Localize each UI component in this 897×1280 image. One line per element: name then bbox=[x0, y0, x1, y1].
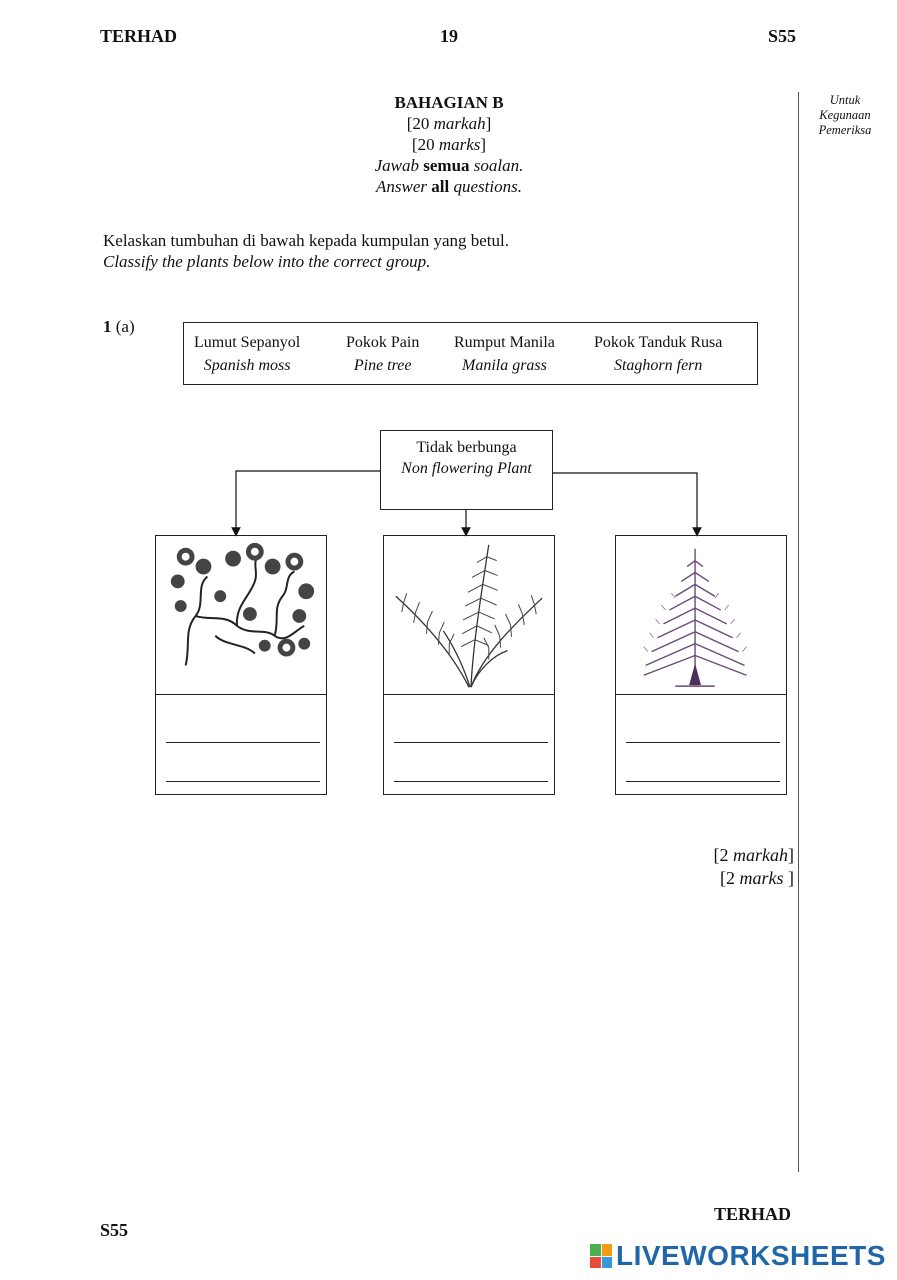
footer-right: TERHAD bbox=[714, 1204, 792, 1224]
section-marks-en: [20 marks] bbox=[411, 135, 487, 154]
answer-input-line-1[interactable] bbox=[166, 722, 320, 743]
plant-item: Lumut Sepanyol Spanish moss bbox=[194, 334, 301, 374]
instruction-en: Answer all questions. bbox=[376, 177, 522, 196]
answer-input-line-1[interactable] bbox=[626, 722, 780, 743]
footer-left: S55 bbox=[100, 1220, 129, 1240]
marks-en: [2 marks ] bbox=[720, 868, 794, 888]
question-number: 1 (a) bbox=[103, 317, 135, 336]
liveworksheets-watermark bbox=[590, 1240, 886, 1272]
answer-card bbox=[615, 535, 787, 795]
plant-item: Pokok Pain Pine tree bbox=[346, 334, 420, 374]
answer-card bbox=[383, 535, 555, 795]
staghorn-fern-image bbox=[384, 536, 554, 695]
answer-input-line-1[interactable] bbox=[394, 722, 548, 743]
answer-input-line-2[interactable] bbox=[626, 761, 780, 782]
stem-en: Classify the plants below into the correct group. bbox=[103, 252, 431, 271]
stem-ms: Kelaskan tumbuhan di bawah kepada kumpulan yang betul. bbox=[103, 231, 509, 250]
answer-card bbox=[155, 535, 327, 795]
watermark-text: LIVEWORKSHEETS bbox=[616, 1240, 886, 1271]
pine-tree-image bbox=[616, 536, 786, 695]
category-ms: Tidak berbunga bbox=[416, 439, 517, 456]
liveworksheets-logo-icon bbox=[590, 1244, 612, 1268]
page-number: 19 bbox=[440, 26, 458, 46]
instruction-ms: Jawab semua soalan. bbox=[374, 156, 524, 175]
examiner-column-label: Untuk Kegunaan Pemeriksa bbox=[818, 93, 872, 137]
answer-input-line-2[interactable] bbox=[394, 761, 548, 782]
answer-input-line-2[interactable] bbox=[166, 761, 320, 782]
header-left: TERHAD bbox=[100, 26, 178, 46]
section-title: BAHAGIAN B bbox=[394, 93, 504, 112]
marks-ms: [2 markah] bbox=[713, 845, 794, 865]
plant-item: Pokok Tanduk Rusa Staghorn fern bbox=[594, 334, 723, 374]
header-right: S55 bbox=[768, 26, 797, 46]
category-en: Non flowering Plant bbox=[401, 460, 532, 477]
spanish-moss-image bbox=[156, 536, 326, 695]
section-marks-ms: [20 markah] bbox=[406, 114, 492, 133]
category-box bbox=[380, 430, 553, 510]
plant-item: Rumput Manila Manila grass bbox=[454, 334, 555, 374]
